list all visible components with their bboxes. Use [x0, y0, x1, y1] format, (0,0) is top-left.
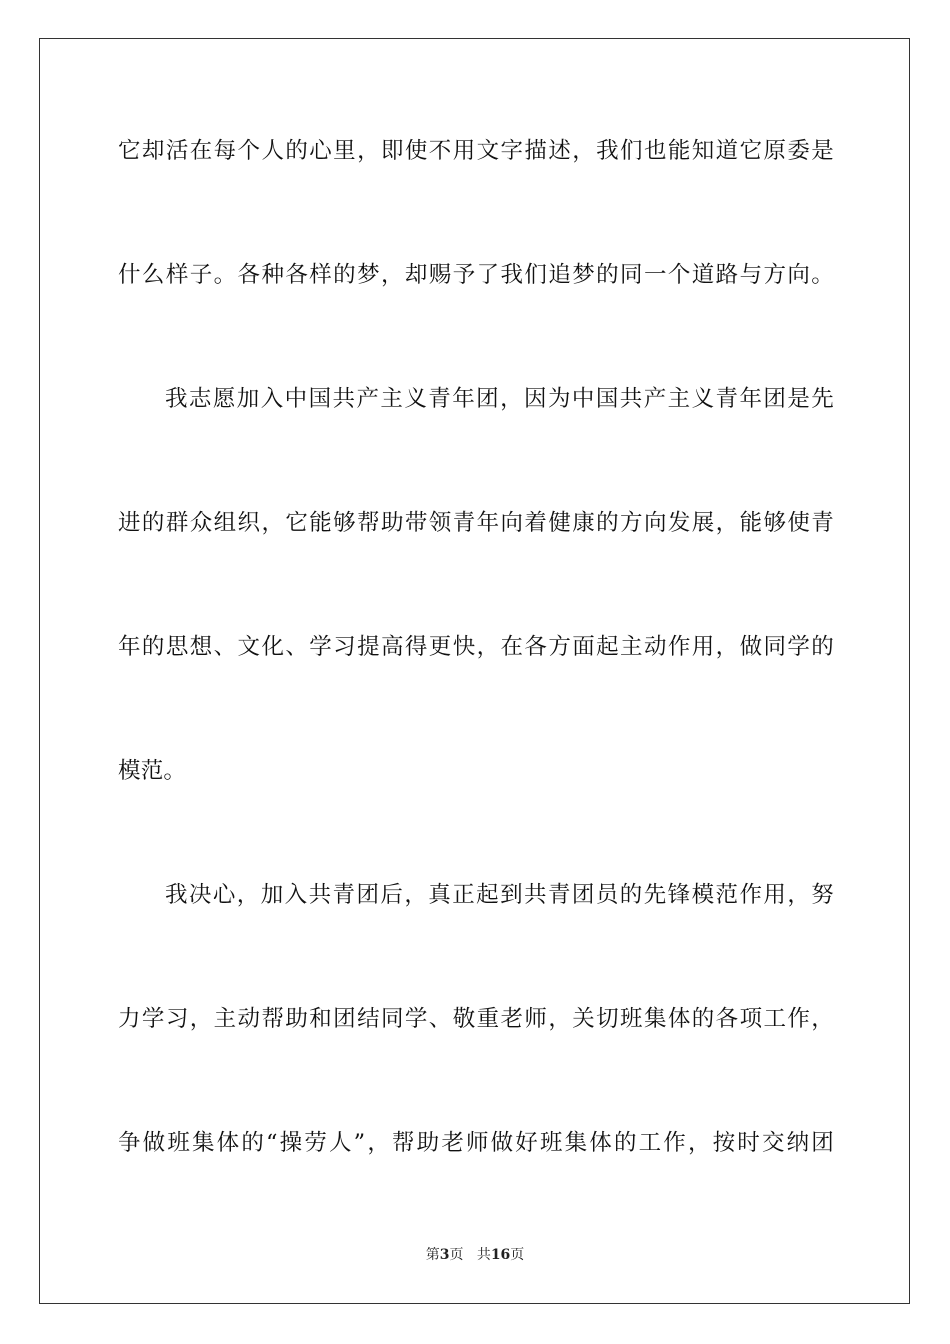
- page-border: [39, 38, 910, 1304]
- paragraph-line-8: 力学习，主动帮助和团结同学、敬重老师，关切班集体的各项工作，: [118, 1006, 834, 1032]
- paragraph-line-3: 我志愿加入中国共产主义青年团，因为中国共产主义青年团是先: [165, 386, 834, 412]
- paragraph-line-9: 争做班集体的“操劳人”，帮助老师做好班集体的工作，按时交纳团: [118, 1130, 834, 1156]
- paragraph-line-1: 它却活在每个人的心里，即使不用文字描述，我们也能知道它原委是: [118, 138, 834, 164]
- footer-page-suffix: 页: [449, 1247, 464, 1263]
- paragraph-line-4: 进的群众组织，它能够帮助带领青年向着健康的方向发展，能够使青: [118, 510, 834, 536]
- paragraph-line-5: 年的思想、文化、学习提高得更快，在各方面起主动作用，做同学的: [118, 634, 834, 660]
- footer-page-current: 3: [439, 1247, 450, 1263]
- paragraph-line-7: 我决心，加入共青团后，真正起到共青团员的先锋模范作用，努: [165, 882, 834, 908]
- paragraph-line-2: 什么样子。各种各样的梦，却赐予了我们追梦的同一个道路与方向。: [118, 262, 834, 288]
- footer-page-total: 16: [490, 1247, 511, 1263]
- page-footer: [0, 1246, 950, 1264]
- footer-total-suffix: 页: [510, 1247, 525, 1263]
- paragraph-line-6: 模范。: [118, 758, 187, 784]
- footer-total-prefix: 共: [476, 1247, 491, 1263]
- footer-page-prefix: 第: [425, 1247, 440, 1263]
